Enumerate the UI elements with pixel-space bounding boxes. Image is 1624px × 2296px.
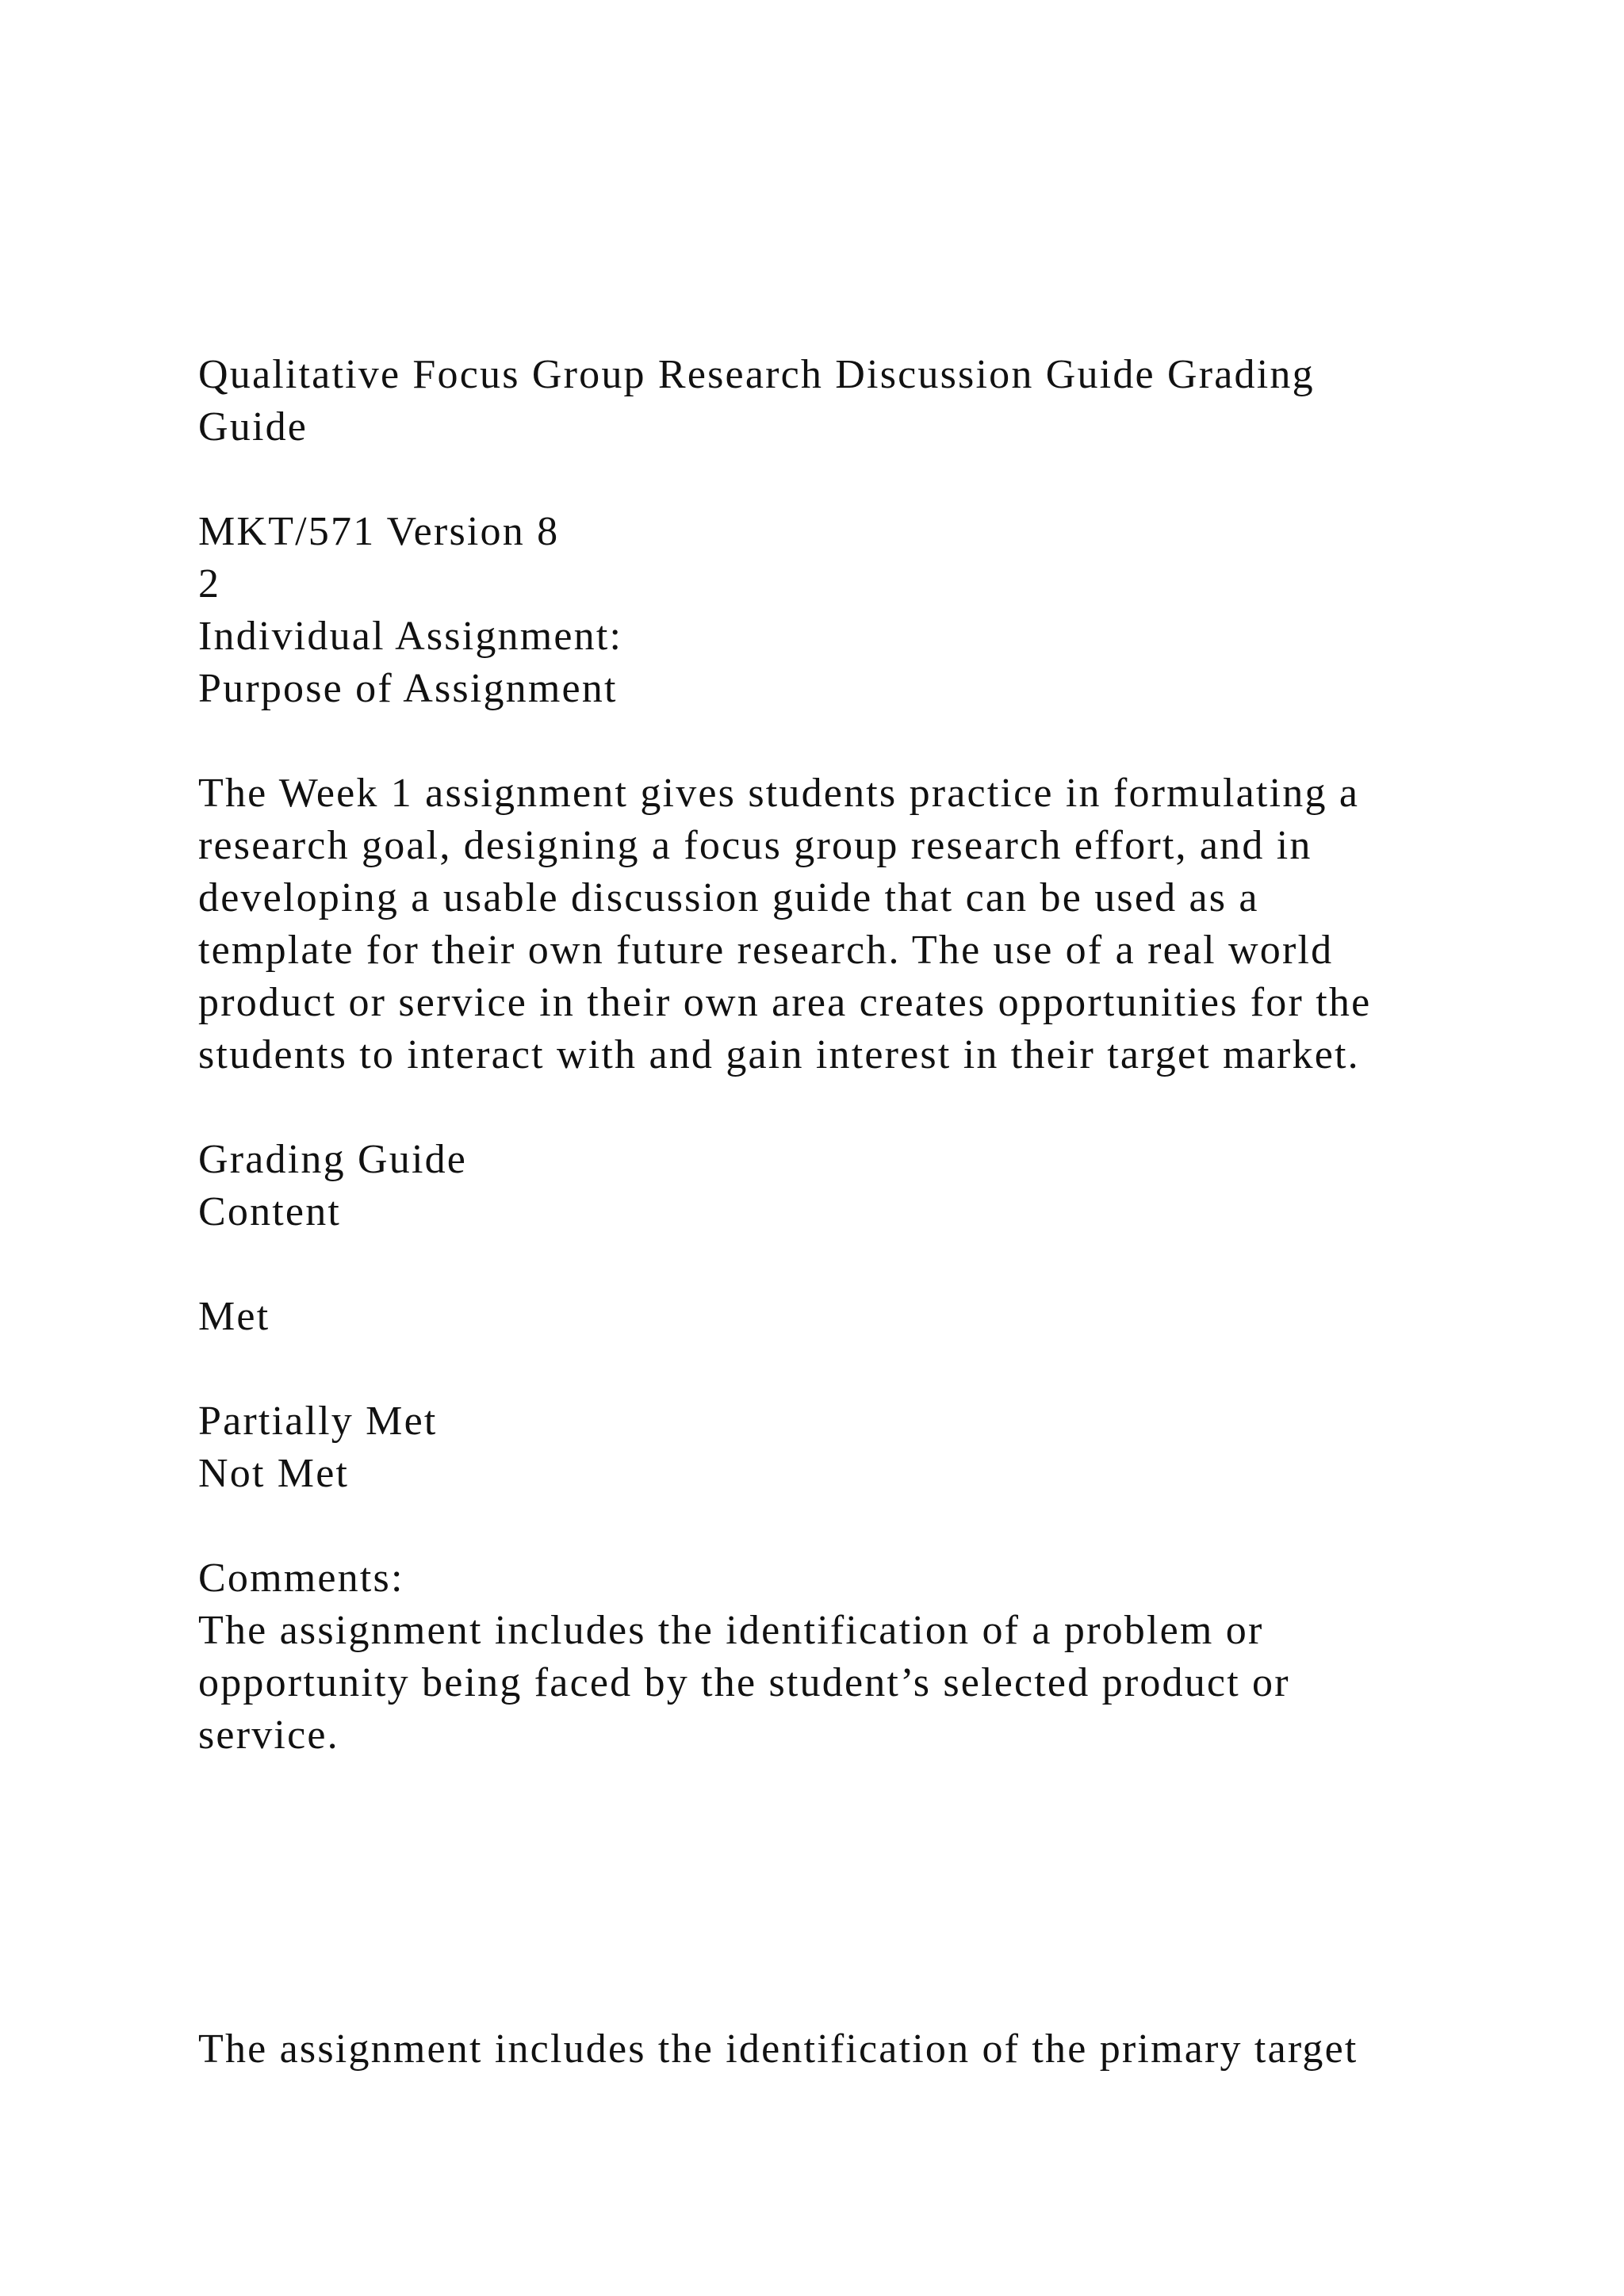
criterion-2-line-1: The assignment includes the identification of the primary target [198,2026,1358,2072]
criterion-1-line-3: service. [198,1712,339,1758]
document-title-line-2: Guide [198,404,308,450]
blank-line [198,715,1483,767]
purpose-text-line-6: students to interact with and gain interest in their target market. [198,1032,1360,1077]
blank-line [198,1500,1483,1552]
course-version: MKT/571 Version 8 [198,509,560,554]
met-column-label: Met [198,1294,270,1339]
content-column-label: Content [198,1189,342,1234]
purpose-heading: Purpose of Assignment [198,666,618,711]
grading-guide-heading: Grading Guide [198,1137,468,1182]
document-text [198,349,1483,2076]
criterion-1-line-1: The assignment includes the identification of a problem or [198,1608,1264,1653]
blank-line [198,1238,1483,1291]
document-title-line-1: Qualitative Focus Group Research Discussion Guide Grading [198,352,1315,397]
purpose-text-line-2: research goal, designing a focus group research effort, and in [198,823,1312,868]
partially-met-column-label: Partially Met [198,1399,438,1444]
blank-line [198,453,1483,506]
not-met-column-label: Not Met [198,1451,350,1496]
purpose-text-line-1: The Week 1 assignment gives students practice in formulating a [198,771,1360,816]
purpose-text-line-4: template for their own future research. The use of a real world [198,928,1334,973]
criterion-1-line-2: opportunity being faced by the student’s selected product or [198,1660,1290,1705]
purpose-text-line-5: product or service in their own area creates opportunities for the [198,980,1372,1025]
blank-line [198,1343,1483,1395]
purpose-text-line-3: developing a usable discussion guide that can be used as a [198,875,1259,920]
blank-space [198,1762,1483,2023]
comments-column-label: Comments: [198,1556,404,1601]
document-number: 2 [198,561,221,607]
assignment-type: Individual Assignment: [198,614,623,659]
blank-line [198,1081,1483,1134]
